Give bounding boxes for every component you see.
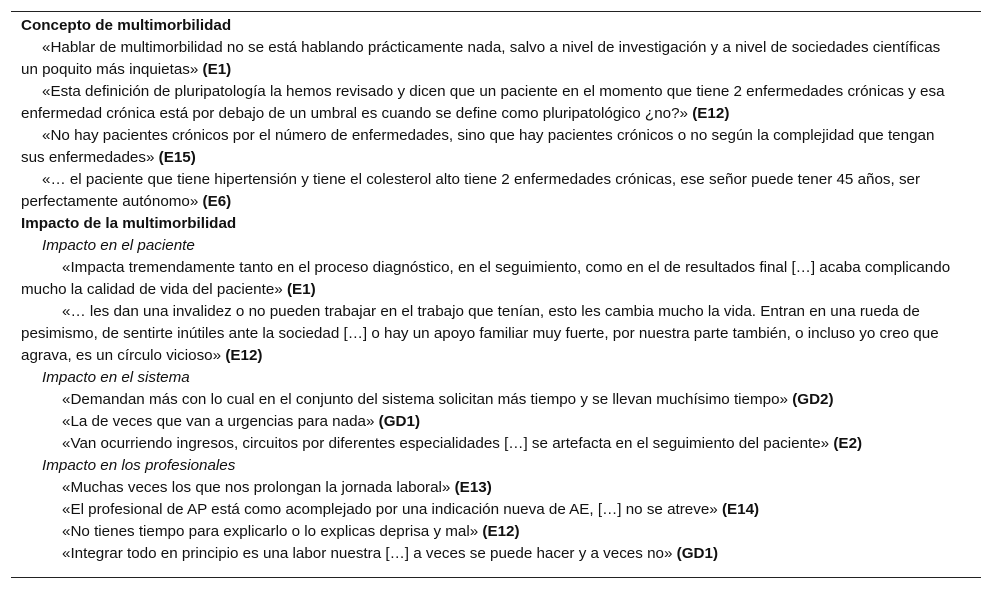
source-code: (E12) xyxy=(482,523,520,540)
quote-text: «Esta definición de pluripatología la hemos revisado y dicen que un paciente en el momento que tiene 2 enfermedades crónicas y esa enfermedad crónica está por debajo de un umbral es cuando se define como pluripatológico ¿no?» xyxy=(21,83,945,122)
source-code: (E15) xyxy=(158,149,196,166)
quote xyxy=(21,433,981,455)
source-code: (E6) xyxy=(202,193,232,210)
quotes-table xyxy=(11,11,981,578)
source-code: (E12) xyxy=(692,105,730,122)
quote-text: «El profesional de AP está como acomplejado por una indicación nueva de AE, […] no se atreve» xyxy=(62,501,718,518)
quote-text: «Hablar de multimorbilidad no se está hablando prácticamente nada, salvo a nivel de investigación y a nivel de sociedades científicas un poquito más inquietas» xyxy=(21,39,941,78)
quote-text: «Muchas veces los que nos prolongan la jornada laboral» xyxy=(62,479,451,496)
source-code: (E13) xyxy=(454,479,492,496)
quote xyxy=(21,257,981,301)
quote xyxy=(21,521,981,543)
source-code: (E1) xyxy=(286,281,316,298)
section-heading-impacto: Impacto de la multimorbilidad xyxy=(21,215,237,232)
quote-text: «No hay pacientes crónicos por el número de enfermedades, sino que hay pacientes crónicos o no según la complejidad que tengan sus enfermedades» xyxy=(21,127,935,166)
quote xyxy=(21,169,981,213)
quote xyxy=(21,477,981,499)
quote-text: «Integrar todo en principio es una labor nuestra […] a veces se puede hacer y a veces no» xyxy=(62,545,673,562)
quote xyxy=(21,543,981,565)
quote xyxy=(21,499,981,521)
source-code: (E14) xyxy=(721,501,760,518)
quote-text: «La de veces que van a urgencias para nada» xyxy=(62,413,375,430)
quote-text: «Van ocurriendo ingresos, circuitos por diferentes especialidades […] se artefacta en el seguimiento del paciente» xyxy=(62,435,830,452)
source-code: (E2) xyxy=(833,435,863,452)
quote xyxy=(21,37,981,81)
quote-text: «Impacta tremendamente tanto en el proceso diagnóstico, en el seguimiento, como en el de resultados final […] acaba complicando mucho la calidad de vida del paciente» xyxy=(21,259,951,298)
quote-text: «No tienes tiempo para explicarlo o lo explicas deprisa y mal» xyxy=(62,523,479,540)
subheading-sistema: Impacto en el sistema xyxy=(42,369,190,386)
source-code: (GD1) xyxy=(378,413,420,430)
quote xyxy=(21,81,981,125)
quote xyxy=(21,411,981,433)
source-code: (GD2) xyxy=(792,391,834,408)
quote-text: «… el paciente que tiene hipertensión y tiene el colesterol alto tiene 2 enfermedades crónicas, ese señor puede tener 45 años, ser perfectamente autónomo» xyxy=(21,171,921,210)
source-code: (GD1) xyxy=(676,545,718,562)
subheading-paciente: Impacto en el paciente xyxy=(42,237,195,254)
quote-text: «Demandan más con lo cual en el conjunto del sistema solicitan más tiempo y se llevan muchísimo tiempo» xyxy=(62,391,788,408)
quote xyxy=(21,301,981,367)
source-code: (E1) xyxy=(202,61,232,78)
quote xyxy=(21,125,981,169)
source-code: (E12) xyxy=(225,347,263,364)
subheading-profesionales: Impacto en los profesionales xyxy=(42,457,236,474)
quote xyxy=(21,389,981,411)
quote-text: «… les dan una invalidez o no pueden trabajar en el trabajo que tenían, esto les cambia mucho la vida. Entran en una rueda de pesimismo, de sentirte inútiles ante la sociedad […] o hay un apoyo familiar muy fuerte, por nuestra parte también, o incluso yo creo que agrava, es un círculo vicioso» xyxy=(21,303,939,364)
section-heading-concepto: Concepto de multimorbilidad xyxy=(21,17,232,34)
